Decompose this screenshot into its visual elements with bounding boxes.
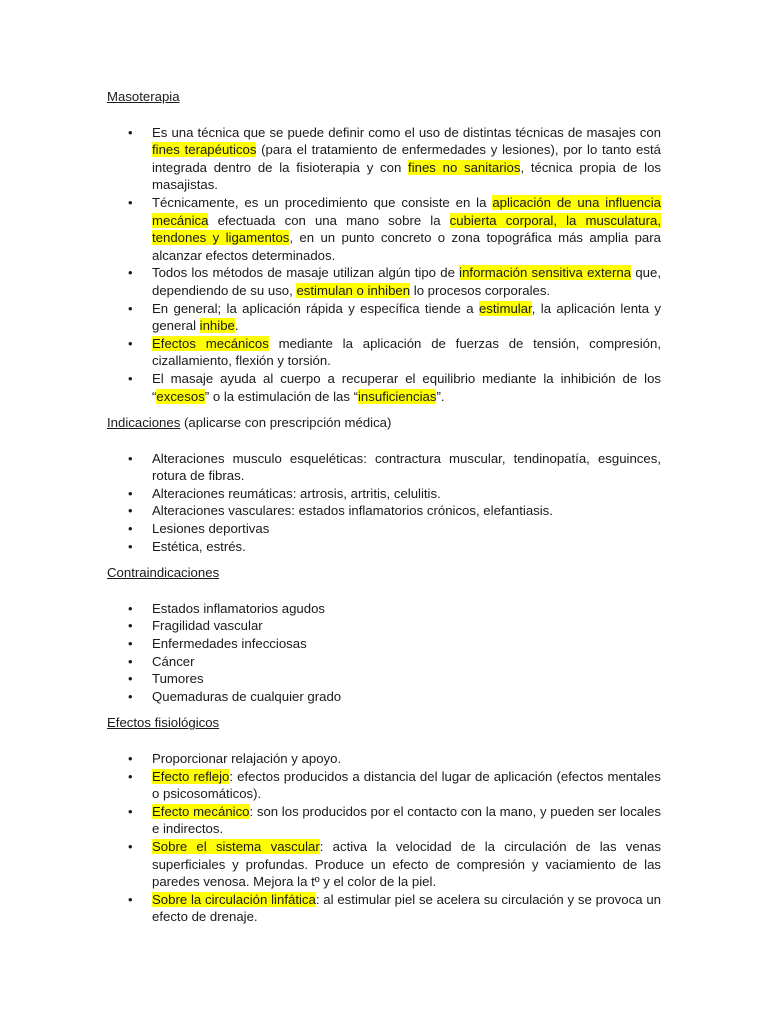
text-segment: Enfermedades infecciosas xyxy=(152,636,307,652)
text-segment: Todos los métodos de masaje utilizan algún tipo de xyxy=(152,265,460,281)
list-item xyxy=(107,688,661,706)
highlighted-text: cubierta corporal, la musculatura, tendones y ligamentos xyxy=(152,212,661,246)
highlighted-text: Efectos mecánicos xyxy=(152,335,269,351)
text-segment: Es una técnica que se puede definir como el uso de distintas técnicas de masajes con xyxy=(152,124,661,140)
text-segment: Fragilidad vascular xyxy=(152,618,263,634)
text-segment: Lesiones deportivas xyxy=(152,521,270,537)
highlighted-text: fines terapéuticos xyxy=(152,142,257,158)
section-heading xyxy=(107,564,661,582)
text-segment: En general; la aplicación rápida y específica tiende a xyxy=(152,300,479,316)
text-segment: (para el tratamiento de enfermedades y lesiones), por lo tanto está integrada dentro de la fisioterapia y con xyxy=(152,142,661,175)
text-segment: que, dependiendo de su uso, xyxy=(152,265,661,298)
text-segment: . xyxy=(234,318,239,334)
highlighted-text: información sensitiva externa xyxy=(459,265,632,281)
text-segment: Alteraciones vasculares: estados inflamatorios crónicos, elefantiasis. xyxy=(152,503,553,519)
spacer xyxy=(107,705,661,714)
section-masoterapia xyxy=(107,88,661,414)
text-segment: ” o la estimulación de las “ xyxy=(204,388,358,404)
section-heading-text: Efectos fisiológicos xyxy=(107,715,220,731)
text-segment: Proporcionar relajación y apoyo. xyxy=(152,751,342,766)
text-segment: Estados inflamatorios agudos xyxy=(152,600,326,616)
text-segment: , técnica propia de los masajistas. xyxy=(152,159,661,193)
list-item xyxy=(107,485,661,503)
text-segment: El masaje ayuda al cuerpo a recuperar el equilibrio mediante la inhibición de los “ xyxy=(152,370,661,404)
section-heading xyxy=(107,714,661,732)
list-item xyxy=(107,803,661,838)
text-segment: lo procesos corporales. xyxy=(410,282,551,298)
bullet-list xyxy=(107,600,661,706)
text-segment: , la aplicación lenta y general xyxy=(152,300,661,334)
bullet-list xyxy=(107,450,661,556)
highlighted-text: Efecto reflejo xyxy=(152,768,230,784)
list-item xyxy=(107,750,661,768)
section-heading-text: Indicaciones xyxy=(107,415,181,431)
document-page xyxy=(107,88,661,926)
section-heading-note: (aplicarse con prescripción médica) xyxy=(180,415,392,431)
list-item xyxy=(107,194,661,264)
section-heading-text: Masoterapia xyxy=(107,89,180,104)
highlighted-text: insuficiencias xyxy=(358,388,437,404)
list-item xyxy=(107,264,661,299)
section-efectos-fisiologicos xyxy=(107,714,661,926)
text-segment: ”. xyxy=(436,388,445,404)
section-contraindicaciones xyxy=(107,564,661,714)
text-segment: : al estimular piel se acelera su circulación y se provoca un efecto de drenaje. xyxy=(152,891,661,925)
list-item xyxy=(107,768,661,803)
bullet-list xyxy=(107,124,661,406)
spacer xyxy=(107,432,661,450)
list-item xyxy=(107,617,661,635)
text-segment: Técnicamente, es un procedimiento que consiste en la xyxy=(152,194,493,210)
list-item xyxy=(107,335,661,370)
highlighted-text: excesos xyxy=(156,388,205,404)
highlighted-text: fines no sanitarios xyxy=(408,159,521,175)
text-segment: : efectos producidos a distancia del lugar de aplicación (efectos mentales o psicosomáticos). xyxy=(152,768,661,802)
spacer xyxy=(107,106,661,124)
text-segment: Alteraciones reumáticas: artrosis, artritis, celulitis. xyxy=(152,485,441,501)
section-heading xyxy=(107,414,661,432)
text-segment: efectuada con una mano sobre la xyxy=(208,212,450,228)
highlighted-text: Sobre la circulación linfática xyxy=(152,891,316,907)
text-segment: Quemaduras de cualquier grado xyxy=(152,688,342,704)
highlighted-text: inhibe xyxy=(199,318,235,334)
spacer xyxy=(107,405,661,414)
highlighted-text: estimular xyxy=(478,300,532,316)
text-segment: mediante la aplicación de fuerzas de tensión, compresión, cizallamiento, flexión y torsión. xyxy=(152,335,661,369)
list-item xyxy=(107,670,661,688)
text-segment: Estética, estrés. xyxy=(152,538,246,554)
highlighted-text: estimulan o inhiben xyxy=(296,282,411,298)
bullet-list xyxy=(107,750,661,926)
spacer xyxy=(107,555,661,564)
text-segment: : activa la velocidad de la circulación de las venas superficiales y profundas. Produce un efecto de compresión y vaciamiento de las paredes venosa. Mejora la tº y el color de la piel. xyxy=(152,838,661,890)
spacer xyxy=(107,582,661,600)
section-heading xyxy=(107,88,661,106)
list-item xyxy=(107,653,661,671)
list-item xyxy=(107,635,661,653)
text-segment: Alteraciones musculo esqueléticas: contractura muscular, tendinopatía, esguinces, rotura de fibras. xyxy=(152,450,661,484)
list-item xyxy=(107,124,661,194)
highlighted-text: aplicación de una influencia mecánica xyxy=(152,194,662,228)
list-item xyxy=(107,450,661,485)
highlighted-text: Sobre el sistema vascular xyxy=(152,838,320,854)
text-segment: , en un punto concreto o zona topográfica más amplia para alcanzar efectos determinados. xyxy=(152,230,661,263)
list-item xyxy=(107,600,661,618)
list-item xyxy=(107,300,661,335)
list-item xyxy=(107,520,661,538)
highlighted-text: Efecto mecánico xyxy=(152,803,250,819)
spacer xyxy=(107,732,661,750)
list-item xyxy=(107,370,661,405)
list-item xyxy=(107,538,661,556)
text-segment: : son los producidos por el contacto con la mano, y pueden ser locales e indirectos. xyxy=(152,803,661,837)
text-segment: Cáncer xyxy=(152,653,195,669)
text-segment: Tumores xyxy=(152,671,204,687)
section-heading-text: Contraindicaciones xyxy=(107,565,220,581)
list-item xyxy=(107,838,661,891)
section-indicaciones xyxy=(107,414,661,564)
list-item xyxy=(107,891,661,926)
list-item xyxy=(107,502,661,520)
